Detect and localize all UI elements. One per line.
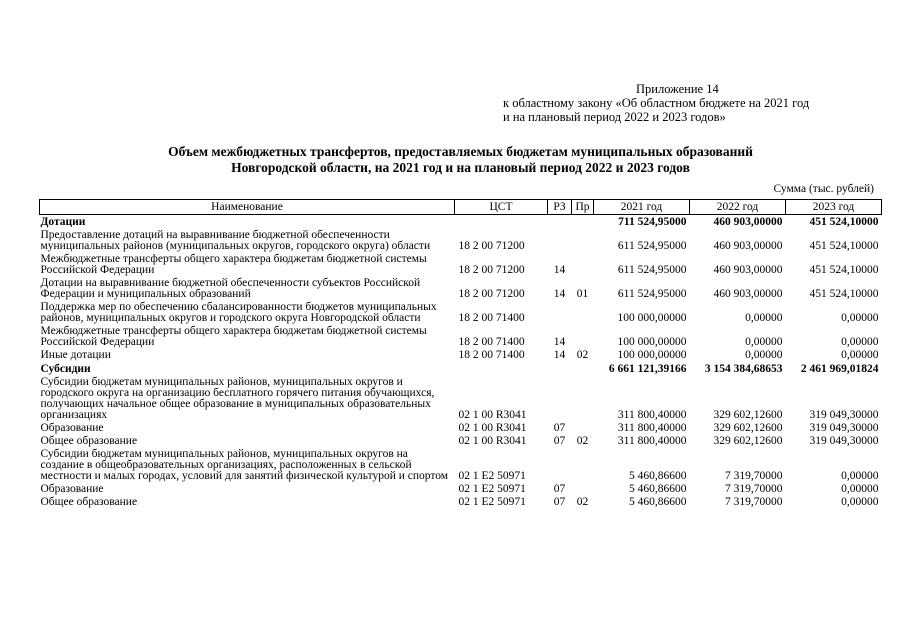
row-cst: 02 1 E2 50971 [458, 483, 526, 495]
row-cst: 02 1 00 R3041 [458, 409, 527, 421]
row-rz: 07 [553, 422, 566, 434]
row-amount-2023: 319 049,30000 [809, 409, 879, 421]
row-name: Общее образование [40, 435, 138, 447]
row-cst: 02 1 E2 50971 [458, 470, 526, 482]
row-rz [548, 362, 572, 376]
row-rz: 07 [553, 496, 566, 508]
row-amount-2021: 6 661 121,39166 [608, 363, 687, 375]
row-pr: 02 [576, 435, 589, 447]
row-amount-2021: 611 524,95000 [617, 264, 687, 276]
row-pr: 01 [576, 288, 589, 300]
row-amount-2022: 460 903,00000 [713, 288, 783, 300]
row-cst: 02 1 E2 50971 [458, 496, 526, 508]
row-amount-2023: 0,00000 [841, 349, 879, 361]
table-row [40, 496, 882, 509]
row-cst: 18 2 00 71400 [458, 336, 525, 348]
row-name: Субсидии бюджетам муниципальных районов, муниципальных округов и городского округа на организацию бесплатного горячего питания обучающихся, получающих начальное общее образование в муниципальных образовательных организациях [40, 376, 435, 421]
row-cst: 18 2 00 71400 [458, 312, 525, 324]
col-header-rz: РЗ [548, 200, 572, 215]
row-rz: 14 [553, 336, 566, 348]
row-amount-2022: 0,00000 [745, 349, 783, 361]
row-cst: 18 2 00 71200 [458, 264, 525, 276]
row-amount-2021: 5 460,86600 [629, 483, 687, 495]
row-amount-2021: 311 800,40000 [617, 435, 687, 447]
row-pr [572, 422, 594, 435]
row-pr [572, 229, 594, 253]
row-cst [455, 362, 548, 376]
row-amount-2023: 0,00000 [841, 470, 879, 482]
col-header-cst: ЦСТ [455, 200, 548, 215]
row-pr [572, 376, 594, 422]
table-row [40, 448, 882, 483]
row-pr [572, 215, 594, 230]
row-pr [572, 448, 594, 483]
appendix-law-line2: и на плановый период 2022 и 2023 годов» [503, 110, 726, 124]
table-row [40, 422, 882, 435]
appendix-header [503, 82, 809, 124]
row-amount-2023: 2 461 969,01824 [800, 363, 879, 375]
row-amount-2023: 451 524,10000 [809, 216, 879, 228]
row-amount-2023: 451 524,10000 [809, 240, 879, 252]
row-amount-2022: 3 154 384,68653 [704, 363, 783, 375]
row-amount-2021: 311 800,40000 [617, 422, 687, 434]
row-amount-2021: 611 524,95000 [617, 288, 687, 300]
row-amount-2022: 460 903,00000 [713, 240, 783, 252]
row-name: Предоставление дотаций на выравнивание бюджетной обеспеченности муниципальных районов (муниципальных округов, городского округа) области [40, 229, 431, 252]
row-pr [572, 325, 594, 349]
row-amount-2021: 100 000,00000 [617, 349, 687, 361]
table-row [40, 301, 882, 325]
row-rz [548, 229, 572, 253]
row-amount-2021: 100 000,00000 [617, 312, 687, 324]
row-amount-2023: 0,00000 [841, 336, 879, 348]
table-row [40, 325, 882, 349]
col-header-2022: 2022 год [690, 200, 786, 215]
row-pr [572, 301, 594, 325]
row-rz: 14 [553, 264, 566, 276]
row-name: Иные дотации [40, 349, 111, 361]
row-amount-2022: 7 319,70000 [725, 483, 783, 495]
row-pr: 02 [576, 349, 589, 361]
table-row [40, 376, 882, 422]
row-cst [455, 215, 548, 230]
transfers-table [39, 199, 882, 509]
section-row [40, 362, 882, 376]
row-name: Межбюджетные трансферты общего характера бюджетам бюджетной системы Российской Федерации [40, 325, 427, 348]
row-amount-2022: 7 319,70000 [725, 470, 783, 482]
table-row [40, 253, 882, 277]
row-name: Образование [40, 483, 104, 495]
row-rz [548, 376, 572, 422]
row-name: Общее образование [40, 496, 138, 508]
row-name: Поддержка мер по обеспечению сбалансированности бюджетов муниципальных районов, муниципальных округов и городского округа Новгородской области [40, 301, 437, 324]
row-amount-2023: 319 049,30000 [809, 435, 879, 447]
row-name: Субсидии бюджетам муниципальных районов, муниципальных округов на создание в общеобразовательных организациях, расположенных в сельской местности и малых городах, условий для занятий физической культурой и спортом [40, 448, 449, 482]
row-amount-2022: 0,00000 [745, 312, 783, 324]
row-name: Образование [40, 422, 104, 434]
row-amount-2022: 460 903,00000 [713, 216, 783, 228]
title-line2: Новгородской области, на 2021 год и на плановый период 2022 и 2023 годов [231, 160, 690, 175]
table-row [40, 483, 882, 496]
col-header-pr: Пр [572, 200, 594, 215]
document-title [0, 144, 903, 176]
row-amount-2023: 319 049,30000 [809, 422, 879, 434]
row-name: Дотации на выравнивание бюджетной обеспеченности субъектов Российской Федерации и муниципальных образований [40, 277, 421, 300]
appendix-number: Приложение 14 [636, 82, 719, 96]
row-amount-2022: 7 319,70000 [725, 496, 783, 508]
appendix-law-line1: к областному закону «Об областном бюджете на 2021 год [503, 96, 810, 110]
row-name: Межбюджетные трансферты общего характера бюджетам бюджетной системы Российской Федерации [40, 253, 427, 276]
row-amount-2023: 451 524,10000 [809, 264, 879, 276]
row-rz [548, 448, 572, 483]
col-header-2021: 2021 год [594, 200, 690, 215]
row-rz: 07 [553, 435, 566, 447]
row-rz: 14 [553, 288, 566, 300]
row-amount-2021: 611 524,95000 [617, 240, 687, 252]
row-cst: 02 1 00 R3041 [458, 422, 527, 434]
row-amount-2022: 460 903,00000 [713, 264, 783, 276]
table-row [40, 277, 882, 301]
row-amount-2022: 329 602,12600 [713, 422, 783, 434]
row-amount-2021: 100 000,00000 [617, 336, 687, 348]
table-row [40, 349, 882, 362]
row-cst: 18 2 00 71400 [458, 349, 525, 361]
table-body [40, 215, 882, 510]
row-amount-2023: 0,00000 [841, 496, 879, 508]
row-rz [548, 215, 572, 230]
row-amount-2022: 0,00000 [745, 336, 783, 348]
row-amount-2022: 329 602,12600 [713, 409, 783, 421]
row-rz [548, 301, 572, 325]
row-amount-2023: 0,00000 [841, 312, 879, 324]
row-pr: 02 [576, 496, 589, 508]
row-cst: 18 2 00 71200 [458, 240, 525, 252]
row-amount-2023: 451 524,10000 [809, 288, 879, 300]
table-row [40, 229, 882, 253]
row-amount-2022: 329 602,12600 [713, 435, 783, 447]
row-cst: 18 2 00 71200 [458, 288, 525, 300]
row-name: Субсидии [40, 363, 91, 375]
row-rz: 07 [553, 483, 566, 495]
col-header-2023: 2023 год [786, 200, 882, 215]
row-amount-2021: 5 460,86600 [629, 470, 687, 482]
row-amount-2021: 5 460,86600 [629, 496, 687, 508]
col-header-name: Наименование [40, 200, 455, 215]
section-row [40, 215, 882, 230]
row-amount-2021: 711 524,95000 [618, 216, 687, 228]
row-pr [572, 253, 594, 277]
row-name: Дотации [40, 216, 86, 228]
table-row [40, 435, 882, 448]
table-header-row [40, 200, 882, 215]
row-pr [572, 483, 594, 496]
row-pr [572, 362, 594, 376]
row-rz: 14 [553, 349, 566, 361]
units-caption: Сумма (тыс. рублей) [773, 183, 874, 195]
title-line1: Объем межбюджетных трансфертов, предоставляемых бюджетам муниципальных образований [168, 144, 753, 159]
row-cst: 02 1 00 R3041 [458, 435, 527, 447]
row-amount-2023: 0,00000 [841, 483, 879, 495]
row-amount-2021: 311 800,40000 [617, 409, 687, 421]
